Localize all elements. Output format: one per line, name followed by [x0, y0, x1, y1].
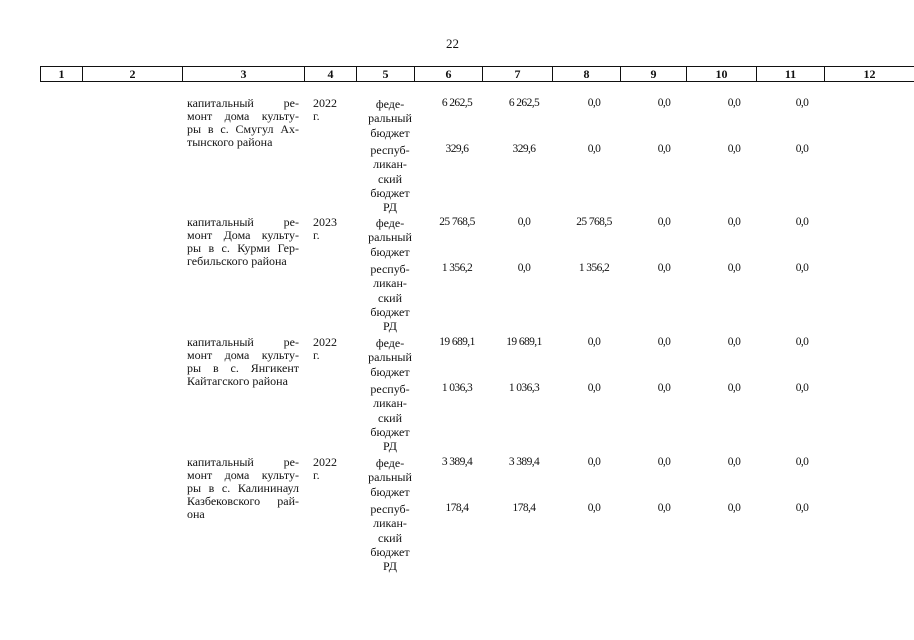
value-cell: 0,0 [795, 216, 809, 228]
value-cell: 0,0 [795, 97, 809, 109]
value-cell: 0,0 [657, 143, 671, 155]
value-cell: 25 768,5 [439, 216, 475, 228]
object-name-line: ры в с. Курми Гер- [187, 241, 299, 255]
object-name-line: капитальный ре- [187, 96, 299, 110]
object-name-line: ры в с. Смугул Ах- [187, 122, 299, 136]
column-number: 5 [357, 67, 415, 82]
column-number: 9 [621, 67, 687, 82]
funding-source-line: феде- [375, 216, 405, 230]
column-number: 7 [483, 67, 553, 82]
value-cell: 6 262,5 [441, 97, 473, 109]
funding-source-line: РД [383, 200, 397, 215]
value-cell: 0,0 [517, 262, 531, 274]
funding-source-line: респуб- [370, 262, 410, 276]
funding-source-line: респуб- [370, 143, 410, 157]
value-cell: 0,0 [657, 456, 671, 468]
funding-source [360, 262, 420, 333]
object-name-line: ры в с. Калининаул [187, 481, 299, 495]
value-cell: 178,4 [445, 502, 469, 514]
funding-source-line: бюджет [370, 185, 410, 200]
value-cell: 0,0 [727, 97, 741, 109]
funding-source [360, 336, 420, 379]
object-name [187, 456, 299, 521]
object-name-line: монт дома культу- [187, 468, 299, 482]
year-cell: 2022 г. [313, 455, 337, 482]
value-cell: 0,0 [587, 456, 601, 468]
funding-source-line: феде- [375, 97, 405, 111]
object-name-line: капитальный ре- [187, 215, 299, 229]
funding-source-line: ральный [368, 230, 412, 245]
funding-source [360, 143, 420, 214]
column-number: 10 [687, 67, 757, 82]
funding-source-line: бюджет [370, 125, 410, 140]
funding-source-line: бюджет [370, 364, 410, 379]
column-number: 3 [183, 67, 305, 82]
funding-source-line: бюджет [370, 484, 410, 499]
value-cell: 0,0 [657, 382, 671, 394]
value-cell: 0,0 [727, 336, 741, 348]
value-cell: 0,0 [587, 97, 601, 109]
value-cell: 0,0 [587, 502, 601, 514]
object-name-line: монт Дома культу- [187, 228, 299, 242]
column-number: 11 [757, 67, 825, 82]
value-cell: 0,0 [517, 216, 531, 228]
funding-source-line: ликан- [373, 516, 407, 531]
value-cell: 6 262,5 [508, 97, 540, 109]
object-name-line: монт дома культу- [187, 348, 299, 362]
funding-source-line: респуб- [370, 502, 410, 516]
value-cell: 0,0 [727, 216, 741, 228]
funding-source-line: феде- [375, 456, 405, 470]
value-cell: 0,0 [587, 336, 601, 348]
object-name [187, 97, 299, 149]
value-cell: 1 356,2 [441, 262, 473, 274]
value-cell: 19 689,1 [439, 336, 475, 348]
funding-source-line: бюджет [370, 304, 410, 319]
value-cell: 1 036,3 [441, 382, 473, 394]
value-cell: 0,0 [657, 336, 671, 348]
object-name-line: капитальный ре- [187, 455, 299, 469]
value-cell: 0,0 [727, 382, 741, 394]
object-name-line: Кайтагского района [187, 374, 288, 388]
funding-source-line: бюджет [370, 544, 410, 559]
value-cell: 0,0 [795, 502, 809, 514]
value-cell: 0,0 [657, 262, 671, 274]
value-cell: 0,0 [657, 216, 671, 228]
value-cell: 1 356,2 [578, 262, 610, 274]
value-cell: 0,0 [587, 382, 601, 394]
value-cell: 0,0 [795, 143, 809, 155]
object-name [187, 216, 299, 268]
funding-source-line: ский [378, 530, 402, 545]
value-cell: 0,0 [727, 262, 741, 274]
column-number: 1 [41, 67, 83, 82]
funding-source [360, 502, 420, 573]
funding-source-line: бюджет [370, 424, 410, 439]
funding-source-line: ский [378, 171, 402, 186]
column-number: 6 [415, 67, 483, 82]
value-cell: 0,0 [727, 143, 741, 155]
value-cell: 0,0 [795, 336, 809, 348]
funding-source-line: ский [378, 290, 402, 305]
object-name-line: гебильского района [187, 254, 287, 268]
value-cell: 0,0 [795, 382, 809, 394]
funding-source [360, 97, 420, 140]
year-cell: 2022 г. [313, 335, 337, 362]
column-number: 2 [83, 67, 183, 82]
page-number: 22 [446, 36, 459, 51]
funding-source-line: ральный [368, 470, 412, 485]
object-name-line: Казбековского рай- [187, 494, 299, 508]
value-cell: 0,0 [657, 502, 671, 514]
object-name [187, 336, 299, 388]
value-cell: 1 036,3 [508, 382, 540, 394]
column-number: 12 [825, 67, 914, 82]
funding-source-line: ликан- [373, 276, 407, 291]
object-name-line: монт дома культу- [187, 109, 299, 123]
value-cell: 329,6 [512, 143, 536, 155]
value-cell: 3 389,4 [508, 456, 540, 468]
object-name-line: капитальный ре- [187, 335, 299, 349]
value-cell: 19 689,1 [506, 336, 542, 348]
value-cell: 0,0 [727, 456, 741, 468]
funding-source [360, 382, 420, 453]
object-name-line: она [187, 507, 205, 521]
value-cell: 0,0 [587, 143, 601, 155]
value-cell: 25 768,5 [576, 216, 612, 228]
funding-source-line: ральный [368, 111, 412, 126]
value-cell: 0,0 [795, 456, 809, 468]
object-name-line: ры в с. Янгикент [187, 361, 299, 375]
object-name-line: тынского района [187, 135, 273, 149]
year-cell: 2022 г. [313, 96, 337, 123]
column-number: 8 [553, 67, 621, 82]
value-cell: 0,0 [657, 97, 671, 109]
value-cell: 3 389,4 [441, 456, 473, 468]
year-cell: 2023 г. [313, 215, 337, 242]
funding-source-line: бюджет [370, 244, 410, 259]
funding-source-line: ликан- [373, 157, 407, 172]
value-cell: 0,0 [795, 262, 809, 274]
funding-source-line: РД [383, 319, 397, 334]
funding-source-line: ский [378, 410, 402, 425]
funding-source-line: респуб- [370, 382, 410, 396]
funding-source-line: РД [383, 439, 397, 454]
funding-source [360, 216, 420, 259]
value-cell: 0,0 [727, 502, 741, 514]
funding-source [360, 456, 420, 499]
funding-source-line: РД [383, 559, 397, 574]
value-cell: 178,4 [512, 502, 536, 514]
funding-source-line: ральный [368, 350, 412, 365]
funding-source-line: феде- [375, 336, 405, 350]
funding-source-line: ликан- [373, 396, 407, 411]
column-number: 4 [305, 67, 357, 82]
value-cell: 329,6 [445, 143, 469, 155]
